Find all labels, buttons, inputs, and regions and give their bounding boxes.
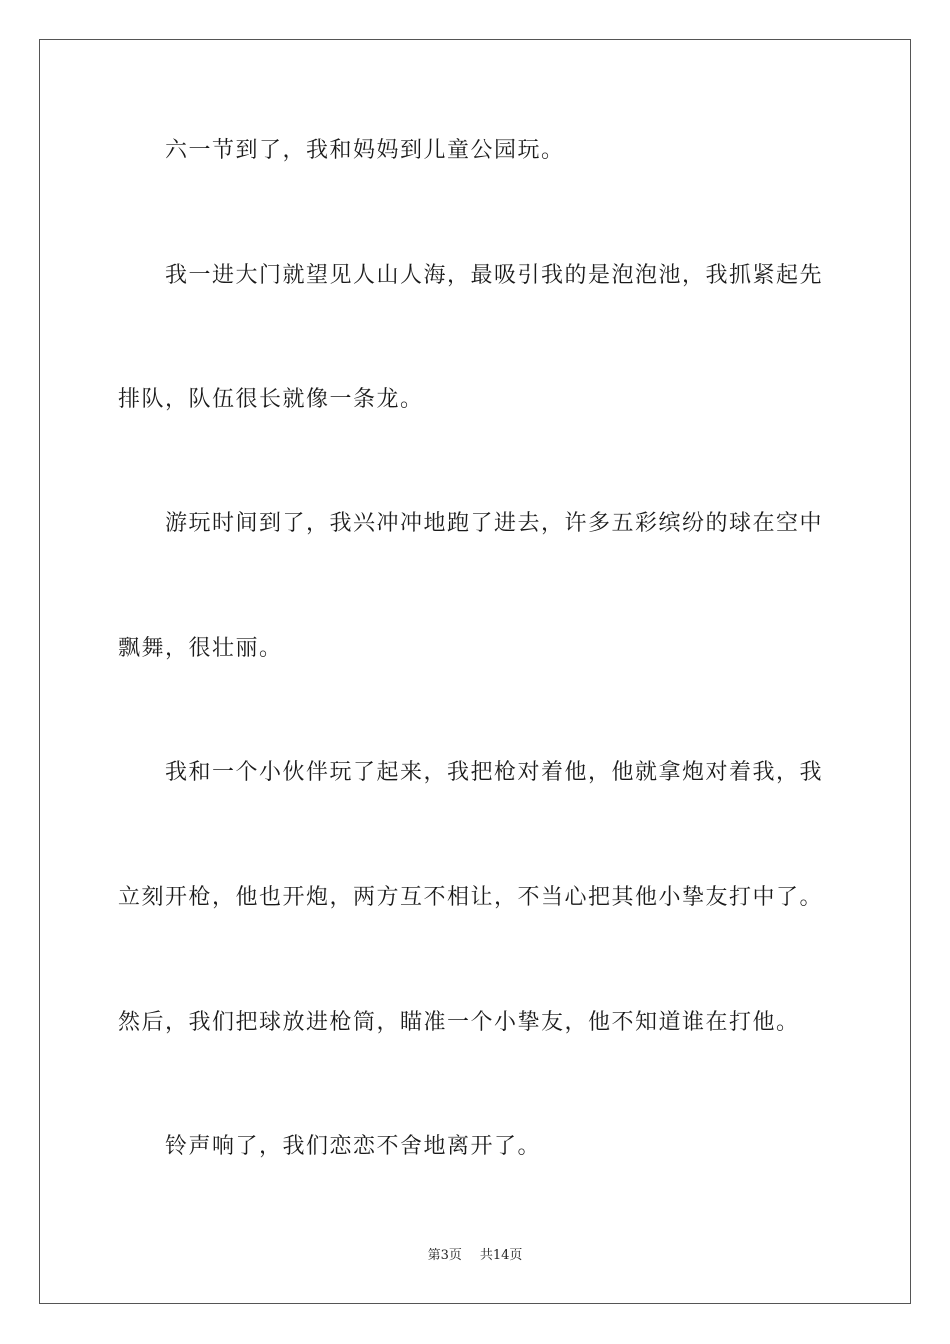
paragraph-line: 然后，我们把球放进枪筒，瞄准一个小挚友，他不知道谁在打他。 xyxy=(118,1010,800,1035)
paragraph-line: 我一进大门就望见人山人海，最吸引我的是泡泡池，我抓紧起先 xyxy=(165,263,824,288)
page-number: 第3页 xyxy=(427,1248,462,1263)
page-frame xyxy=(39,39,911,1304)
paragraph-line: 六一节到了，我和妈妈到儿童公园玩。 xyxy=(165,138,565,163)
paragraph-line: 我和一个小伙伴玩了起来，我把枪对着他，他就拿炮对着我，我 xyxy=(165,760,824,785)
paragraph-line: 游玩时间到了，我兴冲冲地跑了进去，许多五彩缤纷的球在空中 xyxy=(165,511,824,536)
paragraph-line: 飘舞，很壮丽。 xyxy=(118,636,283,661)
total-pages: 共14页 xyxy=(479,1248,523,1263)
page-footer xyxy=(0,1247,950,1265)
paragraph-line: 排队，队伍很长就像一条龙。 xyxy=(118,387,424,412)
paragraph-line: 立刻开枪，他也开炮，两方互不相让，不当心把其他小挚友打中了。 xyxy=(118,885,824,910)
paragraph-line: 铃声响了，我们恋恋不舍地离开了。 xyxy=(165,1134,542,1159)
